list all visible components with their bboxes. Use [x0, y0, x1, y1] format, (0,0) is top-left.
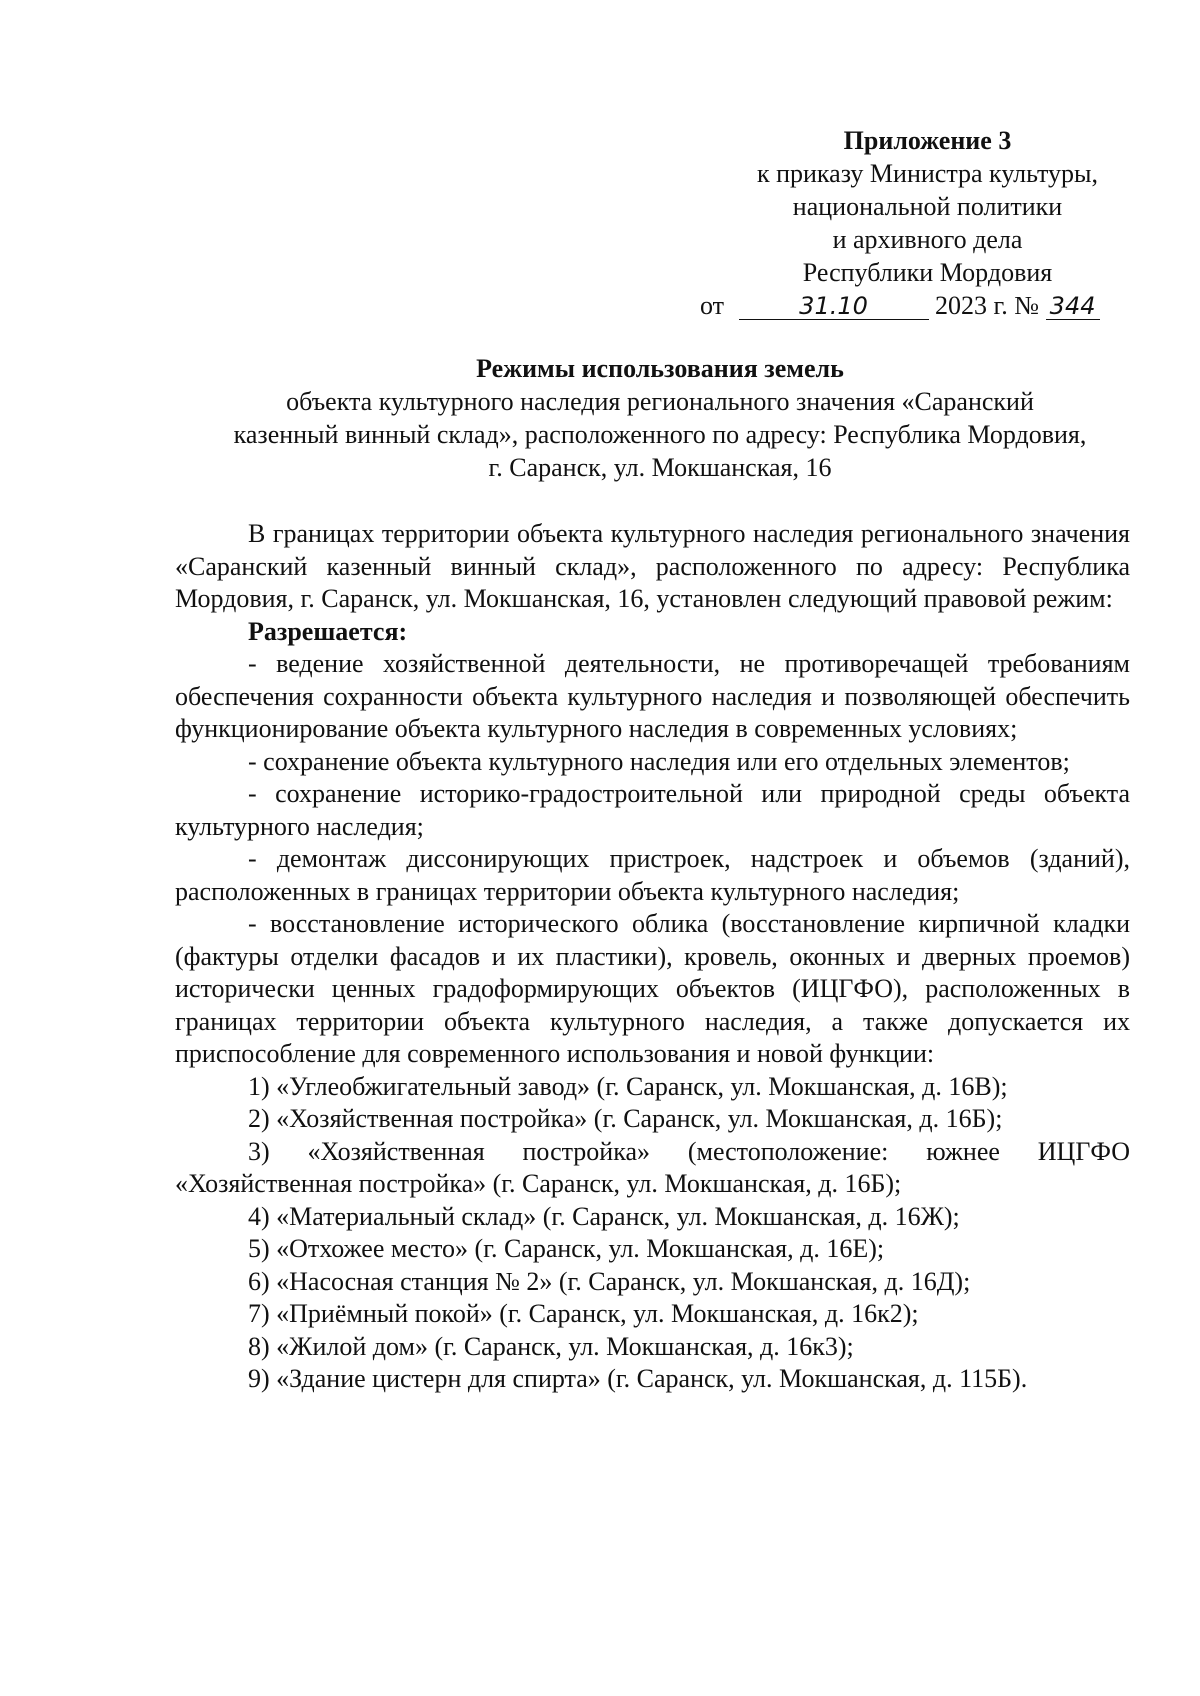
intro-paragraph: В границах территории объекта культурного наследия регионального значения «Саранский казенный винный склад», расположенного по адресу: Республика Мордовия, г. Саранск, ул. Мокшанская, 16, установлен следующий правовой режим:	[175, 519, 1130, 613]
allowed-item: - ведение хозяйственной деятельности, не противоречащей требованиям обеспечения сохранности объекта культурного наследия и позволяющей обеспечить функционирование объекта культурного наследия в современных условиях;	[175, 649, 1130, 743]
handwritten-number: 344	[1046, 293, 1100, 320]
document-body	[175, 518, 1130, 1396]
appendix-line: и архивного дела	[832, 225, 1023, 254]
object-item: 7) «Приёмный покой» (г. Саранск, ул. Мокшанская, д. 16к2);	[248, 1299, 919, 1328]
object-item: 2) «Хозяйственная постройка» (г. Саранск, ул. Мокшанская, д. 16Б);	[248, 1104, 1003, 1133]
object-item: 9) «Здание цистерн для спирта» (г. Саранск, ул. Мокшанская, д. 115Б).	[248, 1364, 1028, 1393]
title-line: объекта культурного наследия регионального значения «Саранский	[286, 387, 1034, 416]
object-item: 1) «Углеобжигательный завод» (г. Саранск, ул. Мокшанская, д. 16В);	[248, 1071, 1008, 1101]
appendix-line: Республики Мордовия	[802, 258, 1053, 287]
object-item: 5) «Отхожее место» (г. Саранск, ул. Мокшанская, д. 16Е);	[248, 1234, 885, 1263]
appendix-header	[700, 124, 1155, 322]
document-title	[175, 352, 1145, 484]
title-line: г. Саранск, ул. Мокшанская, 16	[488, 453, 832, 482]
object-item: 8) «Жилой дом» (г. Саранск, ул. Мокшанская, д. 16к3);	[248, 1331, 854, 1361]
date-prefix: от	[700, 291, 725, 320]
allowed-item: - сохранение историко-градостроительной или природной среды объекта культурного наследия;	[175, 779, 1130, 841]
object-item: 3) «Хозяйственная постройка» (местоположение: южнее ИЦГФО «Хозяйственная постройка» (г. Саранск, ул. Мокшанская, д. 16Б);	[175, 1136, 1130, 1198]
appendix-line: к приказу Министра культуры,	[756, 159, 1099, 188]
object-item: 4) «Материальный склад» (г. Саранск, ул. Мокшанская, д. 16Ж);	[248, 1201, 960, 1231]
allowed-item: - восстановление исторического облика (восстановление кирпичной кладки (фактуры отделки фасадов и их пластики), кровель, оконных и дверных проемов) исторически ценных градоформирующих объектов (ИЦГФО), расположенных в границах территории объекта культурного наследия, а также допускается их приспособление для современного использования и новой функции:	[175, 909, 1130, 1068]
object-item: 6) «Насосная станция № 2» (г. Саранск, ул. Мокшанская, д. 16Д);	[248, 1266, 971, 1296]
title-line: казенный винный склад», расположенного по адресу: Республика Мордовия,	[233, 420, 1087, 449]
appendix-title: Приложение 3	[843, 126, 1012, 155]
order-date-line	[700, 289, 1155, 322]
title-heading: Режимы использования земель	[476, 354, 844, 383]
year-text: 2023 г. №	[935, 291, 1040, 320]
appendix-line: национальной политики	[792, 192, 1063, 221]
handwritten-date: 31.10	[739, 293, 929, 320]
allowed-item: - сохранение объекта культурного наследия или его отдельных элементов;	[248, 746, 1070, 776]
allowed-item: - демонтаж диссонирующих пристроек, надстроек и объемов (зданий), расположенных в границах территории объекта культурного наследия;	[175, 844, 1130, 906]
allowed-heading: Разрешается:	[248, 616, 408, 646]
